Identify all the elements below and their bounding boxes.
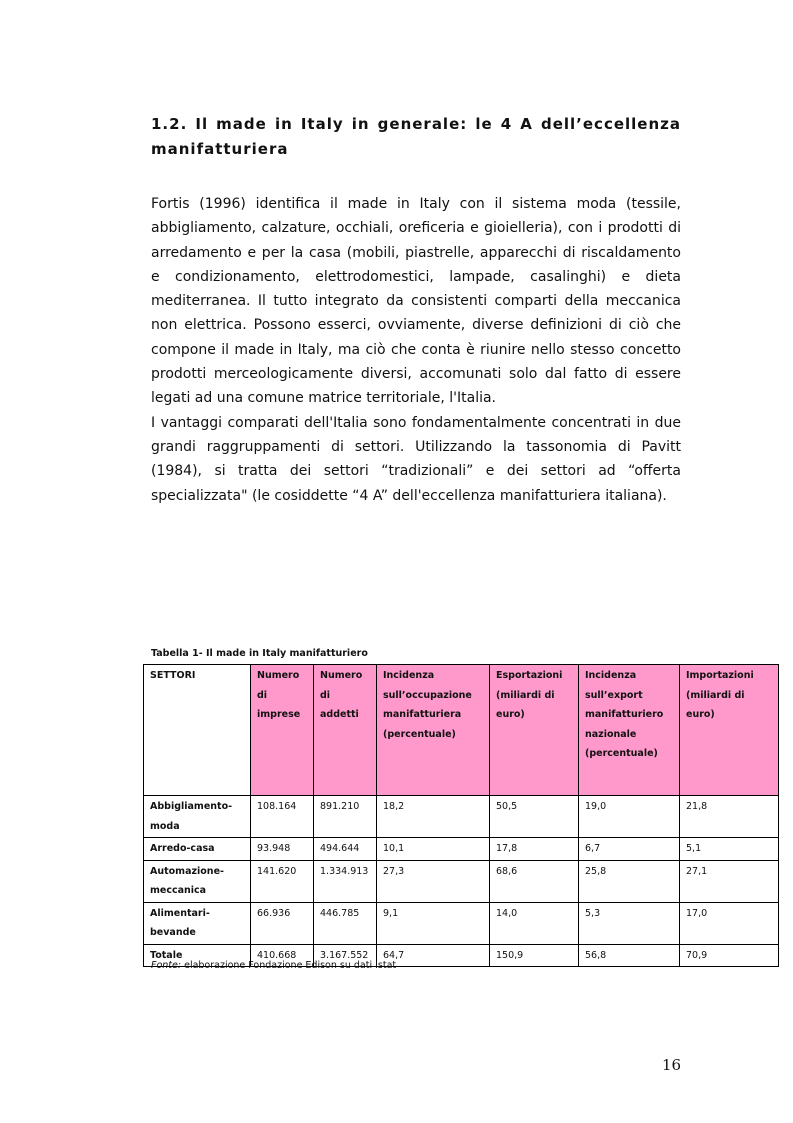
cell-importazioni: 70,9 bbox=[680, 944, 779, 967]
section-heading: 1.2. Il made in Italy in generale: le 4 A dell’eccellenza manifatturiera bbox=[151, 115, 681, 158]
row-label: Totale bbox=[144, 944, 251, 967]
cell-importazioni: 21,8 bbox=[680, 796, 779, 838]
cell-numero-addetti: 891.210 bbox=[314, 796, 377, 838]
cell-incidenza-export: 19,0 bbox=[579, 796, 680, 838]
cell-esportazioni: 17,8 bbox=[490, 838, 579, 861]
table-source bbox=[151, 960, 396, 971]
cell-importazioni: 17,0 bbox=[680, 902, 779, 944]
source-label: Fonte: bbox=[151, 960, 182, 971]
table-row bbox=[144, 902, 779, 944]
row-label: Alimentari-bevande bbox=[144, 902, 251, 944]
table-row bbox=[144, 838, 779, 861]
row-label: Abbigliamento-moda bbox=[144, 796, 251, 838]
header-numero-addetti: Numero di addetti bbox=[314, 665, 377, 796]
paragraph-2: I vantaggi comparati dell'Italia sono fondamentalmente concentrati in due grandi raggruppamenti di settori. Utilizzando la tassonomia di Pavitt (1984), si tratta dei settori “tradizionali” e dei settori ad “offerta specializzata" (le cosiddette “4 A” dell'eccellenza manifatturiera italiana). bbox=[151, 414, 681, 504]
cell-esportazioni: 14,0 bbox=[490, 902, 579, 944]
table-row bbox=[144, 860, 779, 902]
cell-importazioni: 27,1 bbox=[680, 860, 779, 902]
row-label: Arredo-casa bbox=[144, 838, 251, 861]
cell-incidenza-occupazione: 9,1 bbox=[377, 902, 490, 944]
cell-numero-imprese: 410.668 bbox=[251, 944, 314, 967]
header-settori: SETTORI bbox=[144, 665, 251, 796]
header-importazioni: Importazioni (miliardi di euro) bbox=[680, 665, 779, 796]
cell-esportazioni: 150,9 bbox=[490, 944, 579, 967]
source-text: elaborazione Fondazione Edison su dati Istat bbox=[181, 960, 397, 971]
made-in-italy-table bbox=[143, 664, 779, 967]
header-numero-imprese: Numero di imprese bbox=[251, 665, 314, 796]
cell-importazioni: 5,1 bbox=[680, 838, 779, 861]
cell-incidenza-export: 25,8 bbox=[579, 860, 680, 902]
cell-numero-addetti: 1.334.913 bbox=[314, 860, 377, 902]
cell-numero-addetti: 3.167.552 bbox=[314, 944, 377, 967]
body-text bbox=[151, 192, 681, 508]
cell-incidenza-occupazione: 18,2 bbox=[377, 796, 490, 838]
cell-incidenza-export: 5,3 bbox=[579, 902, 680, 944]
table-caption: Tabella 1- Il made in Italy manifatturiero bbox=[151, 648, 368, 659]
cell-numero-imprese: 108.164 bbox=[251, 796, 314, 838]
paragraph-1: Fortis (1996) identifica il made in Italy con il sistema moda (tessile, abbigliamento, calzature, occhiali, oreficeria e gioielleria), con i prodotti di arredamento e per la casa (mobili, piastrelle, apparecchi di riscaldamento e condizionamento, elettrodomestici, lampade, casalinghi) e dieta mediterranea. Il tutto integrato da consistenti comparti della meccanica non elettrica. Possono esserci, ovviamente, diverse definizioni di ciò che compone il made in Italy, ma ciò che conta è riunire nello stesso concetto prodotti merceologicamente diversi, accomunati solo dal fatto di essere legati ad una comune matrice territoriale, l'Italia. bbox=[151, 196, 681, 407]
header-esportazioni: Esportazioni (miliardi di euro) bbox=[490, 665, 579, 796]
cell-esportazioni: 68,6 bbox=[490, 860, 579, 902]
header-incidenza-occupazione: Incidenza sull’occupazione manifatturiera (percentuale) bbox=[377, 665, 490, 796]
header-incidenza-export: Incidenza sull’export manifatturiero nazionale (percentuale) bbox=[579, 665, 680, 796]
row-label: Automazione-meccanica bbox=[144, 860, 251, 902]
cell-incidenza-occupazione: 64,7 bbox=[377, 944, 490, 967]
cell-incidenza-export: 6,7 bbox=[579, 838, 680, 861]
cell-incidenza-export: 56,8 bbox=[579, 944, 680, 967]
cell-incidenza-occupazione: 10,1 bbox=[377, 838, 490, 861]
cell-numero-imprese: 93.948 bbox=[251, 838, 314, 861]
cell-numero-addetti: 446.785 bbox=[314, 902, 377, 944]
cell-incidenza-occupazione: 27,3 bbox=[377, 860, 490, 902]
table-row bbox=[144, 796, 779, 838]
cell-esportazioni: 50,5 bbox=[490, 796, 579, 838]
cell-numero-addetti: 494.644 bbox=[314, 838, 377, 861]
cell-numero-imprese: 66.936 bbox=[251, 902, 314, 944]
table-header-row bbox=[144, 665, 779, 796]
cell-numero-imprese: 141.620 bbox=[251, 860, 314, 902]
page-number: 16 bbox=[662, 1056, 682, 1074]
